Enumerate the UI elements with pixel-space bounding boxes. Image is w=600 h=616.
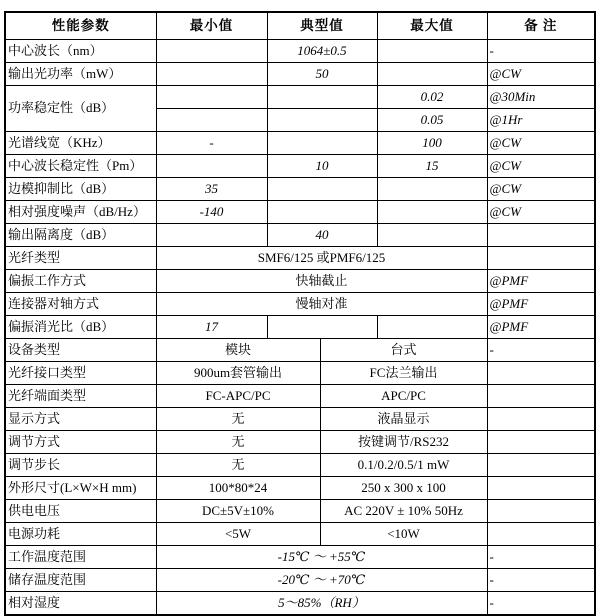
table-row xyxy=(5,293,595,316)
table-row xyxy=(5,132,595,155)
param-name-cell: 调节方式 xyxy=(5,431,156,454)
param-name-cell: 偏振消光比（dB） xyxy=(5,316,156,339)
value-cell: FC-APC/PC xyxy=(156,385,320,408)
value-cell: 50 xyxy=(267,63,377,86)
remark-cell xyxy=(487,408,595,431)
value-cell xyxy=(377,178,487,201)
remark-cell xyxy=(487,500,595,523)
table-row xyxy=(5,224,595,247)
value-cell xyxy=(267,201,377,224)
value-cell xyxy=(267,316,377,339)
table-row xyxy=(5,86,595,109)
table-row xyxy=(5,247,595,270)
value-cell xyxy=(156,86,267,109)
value-cell xyxy=(156,109,267,132)
param-name-cell: 输出光功率（mW） xyxy=(5,63,156,86)
value-cell: 0.1/0.2/0.5/1 mW xyxy=(320,454,487,477)
value-cell: AC 220V ± 10% 50Hz xyxy=(320,500,487,523)
remark-cell: @CW xyxy=(487,201,595,224)
remark-cell: - xyxy=(487,546,595,569)
param-name-cell: 供电电压 xyxy=(5,500,156,523)
header-cell: 最大值 xyxy=(377,12,487,40)
param-name-cell: 光纤端面类型 xyxy=(5,385,156,408)
param-name-cell: 边模抑制比（dB） xyxy=(5,178,156,201)
table-row xyxy=(5,454,595,477)
value-cell: <10W xyxy=(320,523,487,546)
remark-cell xyxy=(487,247,595,270)
value-cell: 无 xyxy=(156,454,320,477)
table-row xyxy=(5,546,595,569)
header-cell: 典型值 xyxy=(267,12,377,40)
value-cell xyxy=(377,63,487,86)
param-name-cell: 储存温度范围 xyxy=(5,569,156,592)
value-cell: 慢轴对准 xyxy=(156,293,487,316)
remark-cell: @30Min xyxy=(487,86,595,109)
table-row xyxy=(5,339,595,362)
table-row xyxy=(5,431,595,454)
remark-cell: @PMF xyxy=(487,293,595,316)
remark-cell: @CW xyxy=(487,63,595,86)
remark-cell xyxy=(487,523,595,546)
value-cell: FC法兰输出 xyxy=(320,362,487,385)
value-cell xyxy=(377,40,487,63)
value-cell: <5W xyxy=(156,523,320,546)
param-name-cell: 功率稳定性（dB） xyxy=(5,86,156,132)
value-cell xyxy=(156,63,267,86)
spec-table-body xyxy=(5,12,595,615)
param-name-cell: 相对湿度 xyxy=(5,592,156,616)
param-name-cell: 输出隔离度（dB） xyxy=(5,224,156,247)
remark-cell xyxy=(487,362,595,385)
value-cell: 无 xyxy=(156,408,320,431)
value-cell: 台式 xyxy=(320,339,487,362)
param-name-cell: 相对强度噪声（dB/Hz） xyxy=(5,201,156,224)
param-name-cell: 调节步长 xyxy=(5,454,156,477)
value-cell xyxy=(267,132,377,155)
value-cell: SMF6/125 或PMF6/125 xyxy=(156,247,487,270)
value-cell: 10 xyxy=(267,155,377,178)
param-name-cell: 电源功耗 xyxy=(5,523,156,546)
table-row xyxy=(5,155,595,178)
param-name-cell: 工作温度范围 xyxy=(5,546,156,569)
remark-cell: @PMF xyxy=(487,316,595,339)
value-cell: 250 x 300 x 100 xyxy=(320,477,487,500)
param-name-cell: 光纤类型 xyxy=(5,247,156,270)
table-row xyxy=(5,270,595,293)
value-cell: 100*80*24 xyxy=(156,477,320,500)
value-cell xyxy=(377,316,487,339)
param-name-cell: 偏振工作方式 xyxy=(5,270,156,293)
table-row xyxy=(5,569,595,592)
value-cell: - xyxy=(156,132,267,155)
value-cell: 液晶显示 xyxy=(320,408,487,431)
remark-cell: @1Hr xyxy=(487,109,595,132)
value-cell: 无 xyxy=(156,431,320,454)
table-row xyxy=(5,201,595,224)
table-row xyxy=(5,385,595,408)
value-cell: 15 xyxy=(377,155,487,178)
remark-cell: - xyxy=(487,569,595,592)
value-cell xyxy=(156,155,267,178)
table-row xyxy=(5,40,595,63)
value-cell xyxy=(267,86,377,109)
value-cell: 100 xyxy=(377,132,487,155)
table-row xyxy=(5,592,595,616)
param-name-cell: 外形尺寸(L×W×H mm) xyxy=(5,477,156,500)
param-name-cell: 设备类型 xyxy=(5,339,156,362)
value-cell: 35 xyxy=(156,178,267,201)
spec-table xyxy=(4,11,596,616)
value-cell: APC/PC xyxy=(320,385,487,408)
remark-cell xyxy=(487,454,595,477)
remark-cell: @CW xyxy=(487,132,595,155)
value-cell: 按键调节/RS232 xyxy=(320,431,487,454)
value-cell: 17 xyxy=(156,316,267,339)
value-cell: 900um套管输出 xyxy=(156,362,320,385)
value-cell xyxy=(156,40,267,63)
param-name-cell: 连接器对轴方式 xyxy=(5,293,156,316)
value-cell xyxy=(267,178,377,201)
table-row xyxy=(5,362,595,385)
value-cell: 5～85%（RH） xyxy=(156,592,487,616)
table-row xyxy=(5,500,595,523)
value-cell: 快轴截止 xyxy=(156,270,487,293)
table-row xyxy=(5,523,595,546)
remark-cell: @PMF xyxy=(487,270,595,293)
param-name-cell: 中心波长稳定性（Pm） xyxy=(5,155,156,178)
remark-cell xyxy=(487,431,595,454)
value-cell: -15℃ ～ +55℃ xyxy=(156,546,487,569)
value-cell: 1064±0.5 xyxy=(267,40,377,63)
value-cell xyxy=(377,224,487,247)
value-cell xyxy=(156,224,267,247)
value-cell xyxy=(377,201,487,224)
remark-cell xyxy=(487,224,595,247)
value-cell: 0.05 xyxy=(377,109,487,132)
value-cell xyxy=(267,109,377,132)
header-cell: 性能参数 xyxy=(5,12,156,40)
table-row xyxy=(5,63,595,86)
remark-cell: - xyxy=(487,339,595,362)
table-row xyxy=(5,316,595,339)
value-cell: 0.02 xyxy=(377,86,487,109)
param-name-cell: 中心波长（nm） xyxy=(5,40,156,63)
param-name-cell: 光纤接口类型 xyxy=(5,362,156,385)
remark-cell xyxy=(487,385,595,408)
remark-cell xyxy=(487,477,595,500)
value-cell: 模块 xyxy=(156,339,320,362)
value-cell: 40 xyxy=(267,224,377,247)
remark-cell: - xyxy=(487,592,595,616)
table-row xyxy=(5,178,595,201)
value-cell: -20℃ ～ +70℃ xyxy=(156,569,487,592)
remark-cell: @CW xyxy=(487,155,595,178)
value-cell: -140 xyxy=(156,201,267,224)
header-row xyxy=(5,12,595,40)
param-name-cell: 显示方式 xyxy=(5,408,156,431)
header-cell: 最小值 xyxy=(156,12,267,40)
value-cell: DC±5V±10% xyxy=(156,500,320,523)
remark-cell: - xyxy=(487,40,595,63)
table-row xyxy=(5,477,595,500)
table-row xyxy=(5,408,595,431)
param-name-cell: 光谱线宽（KHz） xyxy=(5,132,156,155)
remark-cell: @CW xyxy=(487,178,595,201)
header-cell: 备 注 xyxy=(487,12,595,40)
